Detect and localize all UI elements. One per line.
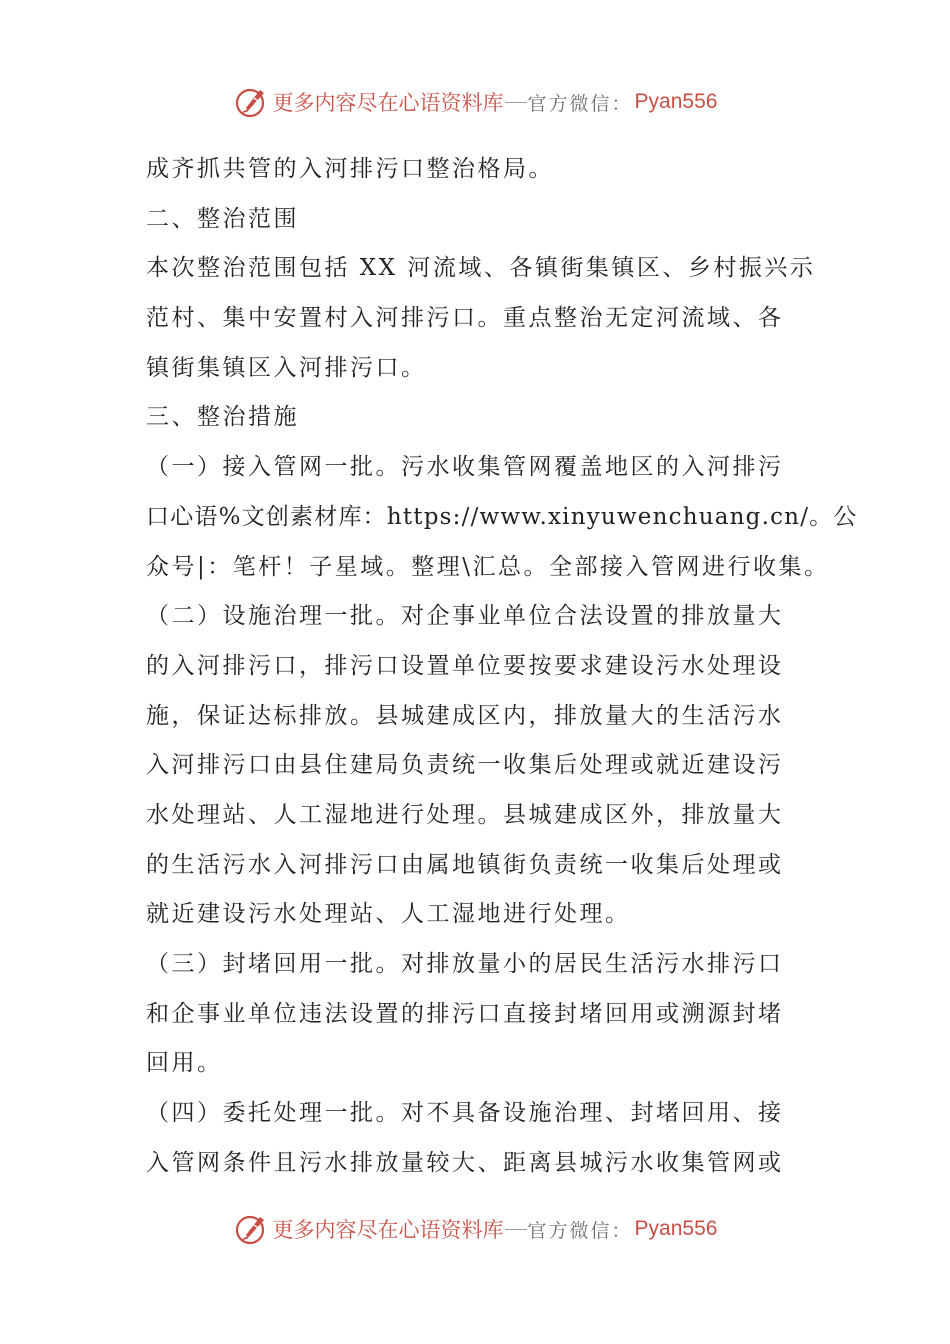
body-line: 本次整治范围包括 XX 河流域、各镇街集镇区、乡村振兴示 xyxy=(146,255,816,282)
body-line: 的生活污水入河排污口由属地镇街负责统一收集后处理或 xyxy=(146,851,784,878)
body-line: 范村、集中安置村入河排污口。重点整治无定河流域、各 xyxy=(146,305,784,332)
footer-dash xyxy=(505,1229,527,1230)
footer-wechat-id: Pyan556 xyxy=(634,1217,718,1240)
body-line: 水处理站、人工湿地进行处理。县城建成区外，排放量大 xyxy=(146,801,784,828)
body-line: 成齐抓共管的入河排污口整治格局。 xyxy=(146,156,554,182)
body-line: 和企事业单位违法设置的排污口直接封堵回用或溯源封堵 xyxy=(146,1000,784,1027)
body-line: （四）委托处理一批。对不具备设施治理、封堵回用、接 xyxy=(146,1100,784,1127)
body-line: 入管网条件且污水排放量较大、距离县城污水收集管网或 xyxy=(146,1149,784,1176)
body-line: 回用。 xyxy=(146,1050,223,1077)
body-line: 施，保证达标排放。县城建成区内，排放量大的生活污水 xyxy=(146,702,784,729)
header-official-label: 官方微信： xyxy=(527,92,633,115)
header-dash xyxy=(505,102,527,103)
body-line-with-url: 口心语%文创素材库：https://www.xinyuwenchuang.cn/。公 xyxy=(146,503,858,530)
footer-banner xyxy=(0,1209,950,1249)
footer-official-label: 官方微信： xyxy=(527,1219,633,1242)
body-line: 入河排污口由县住建局负责统一收集后处理或就近建设污 xyxy=(146,752,784,779)
body-line: 的入河排污口，排污口设置单位要按要求建设污水处理设 xyxy=(146,652,784,679)
document-body xyxy=(146,145,858,1188)
body-line: （三）封堵回用一批。对排放量小的居民生活污水排污口 xyxy=(146,951,784,977)
section-heading: 三、整治措施 xyxy=(146,404,299,431)
body-line: 就近建设污水处理站、人工湿地进行处理。 xyxy=(146,901,631,928)
section-heading: 二、整治范围 xyxy=(146,205,299,232)
header-brand-text: 更多内容尽在心语资料库 xyxy=(272,91,504,115)
quill-logo-icon xyxy=(233,1211,269,1247)
header-wechat-id: Pyan556 xyxy=(634,90,718,113)
footer-brand-text: 更多内容尽在心语资料库 xyxy=(272,1218,504,1242)
body-line: （二）设施治理一批。对企事业单位合法设置的排放量大 xyxy=(146,603,784,630)
body-line: （一）接入管网一批。污水收集管网覆盖地区的入河排污 xyxy=(146,454,784,481)
body-line: 众号|：笔杆！子星域。整理\汇总。全部接入管网进行收集。 xyxy=(146,553,830,580)
quill-logo-icon xyxy=(233,84,269,120)
body-line: 镇街集镇区入河排污口。 xyxy=(146,354,427,381)
header-banner xyxy=(0,82,950,122)
